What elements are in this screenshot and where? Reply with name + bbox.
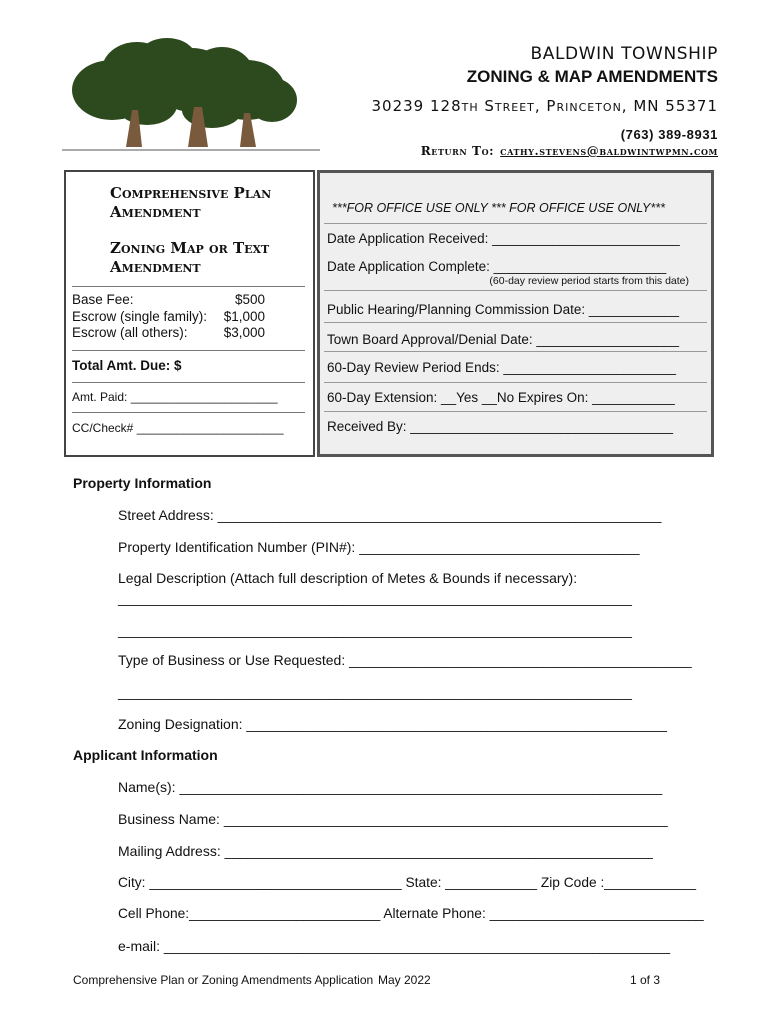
- township-address: 30239 128th Street, Princeton, MN 55371: [371, 97, 718, 115]
- fee-amount-escrow-single: $1,000: [223, 309, 265, 324]
- business-use-field[interactable]: Type of Business or Use Requested: ____________________________________________: [118, 652, 692, 668]
- public-hearing-date-field[interactable]: Public Hearing/Planning Commission Date: ____________: [327, 302, 679, 317]
- mailing-address-field[interactable]: Mailing Address: _______________________________________________________: [118, 843, 653, 859]
- office-use-heading: ***FOR OFFICE USE ONLY *** FOR OFFICE USE ONLY***: [332, 201, 665, 215]
- fee-label-base: Base Fee:: [72, 292, 134, 307]
- fee-label-escrow-single: Escrow (single family):: [72, 309, 208, 324]
- pin-field[interactable]: Property Identification Number (PIN#): ____________________________________: [118, 539, 640, 555]
- city-state-zip-field[interactable]: City: _________________________________ State: ____________ Zip Code :____________: [118, 875, 697, 890]
- phone-fields[interactable]: Cell Phone:_________________________ Alternate Phone: ____________________________: [118, 906, 704, 921]
- zoning-heading-line1: Zoning Map or Text: [110, 239, 270, 257]
- amount-paid-field[interactable]: Amt. Paid: ______________________: [72, 390, 278, 404]
- email-field[interactable]: e-mail: _________________________________________________________________: [118, 938, 670, 954]
- extension-field[interactable]: 60-Day Extension: __Yes __No Expires On: ___________: [327, 390, 675, 405]
- return-label: Return To:: [420, 144, 495, 158]
- property-section-title: Property Information: [73, 475, 212, 491]
- legal-description-line-1[interactable]: __________________________________________________________________: [118, 590, 632, 606]
- zoning-heading-line2: Amendment: [110, 258, 201, 276]
- legal-description-label: Legal Description (Attach full description of Metes & Bounds if necessary):: [118, 570, 578, 586]
- zoning-heading: [110, 239, 269, 277]
- date-complete-field[interactable]: Date Application Complete: _______________________: [327, 259, 667, 274]
- tree-logo-icon: [62, 35, 320, 155]
- comp-plan-heading-line2: Amendment: [110, 203, 201, 221]
- received-by-field[interactable]: Received By: ___________________________________: [327, 419, 674, 434]
- fee-amount-escrow-others: $3,000: [223, 325, 265, 340]
- office-use-box: [317, 170, 714, 457]
- zoning-designation-field[interactable]: Zoning Designation: ______________________________________________________: [118, 716, 667, 732]
- footer-page-number: 1 of 3: [629, 973, 660, 987]
- comp-plan-heading-line1: Comprehensive Plan: [110, 184, 272, 202]
- cc-check-field[interactable]: CC/Check# ______________________: [72, 421, 284, 435]
- footer-doc-name: Comprehensive Plan or Zoning Amendments Application: [73, 973, 374, 987]
- fee-amount-base: $500: [234, 292, 265, 307]
- review-ends-field[interactable]: 60-Day Review Period Ends: _______________________: [327, 360, 677, 375]
- footer-date: May 2022: [378, 973, 431, 987]
- fee-label-escrow-others: Escrow (all others):: [72, 325, 188, 340]
- township-name: BALDWIN TOWNSHIP: [530, 44, 718, 64]
- business-name-field[interactable]: Business Name: _________________________________________________________: [118, 811, 668, 827]
- review-period-note: (60-day review period starts from this date): [489, 275, 689, 287]
- fee-box: [64, 170, 315, 457]
- total-amount-due: Total Amt. Due: $: [72, 358, 182, 373]
- return-email-link[interactable]: cathy.stevens@baldwintwpmn.com: [500, 144, 718, 158]
- return-to-line: [421, 144, 718, 158]
- legal-description-line-2[interactable]: __________________________________________________________________: [118, 622, 632, 638]
- township-phone: (763) 389-8931: [620, 127, 718, 142]
- name-field[interactable]: Name(s): ______________________________________________________________: [118, 779, 663, 795]
- business-use-line-2[interactable]: __________________________________________________________________: [118, 684, 632, 700]
- applicant-section-title: Applicant Information: [73, 747, 218, 763]
- town-board-date-field[interactable]: Town Board Approval/Denial Date: ___________________: [327, 332, 680, 347]
- comp-plan-heading: [110, 184, 271, 222]
- document-title: ZONING & MAP AMENDMENTS: [466, 67, 718, 86]
- street-address-field[interactable]: Street Address: _________________________________________________________: [118, 507, 662, 523]
- date-received-field[interactable]: Date Application Received: _________________________: [327, 231, 680, 246]
